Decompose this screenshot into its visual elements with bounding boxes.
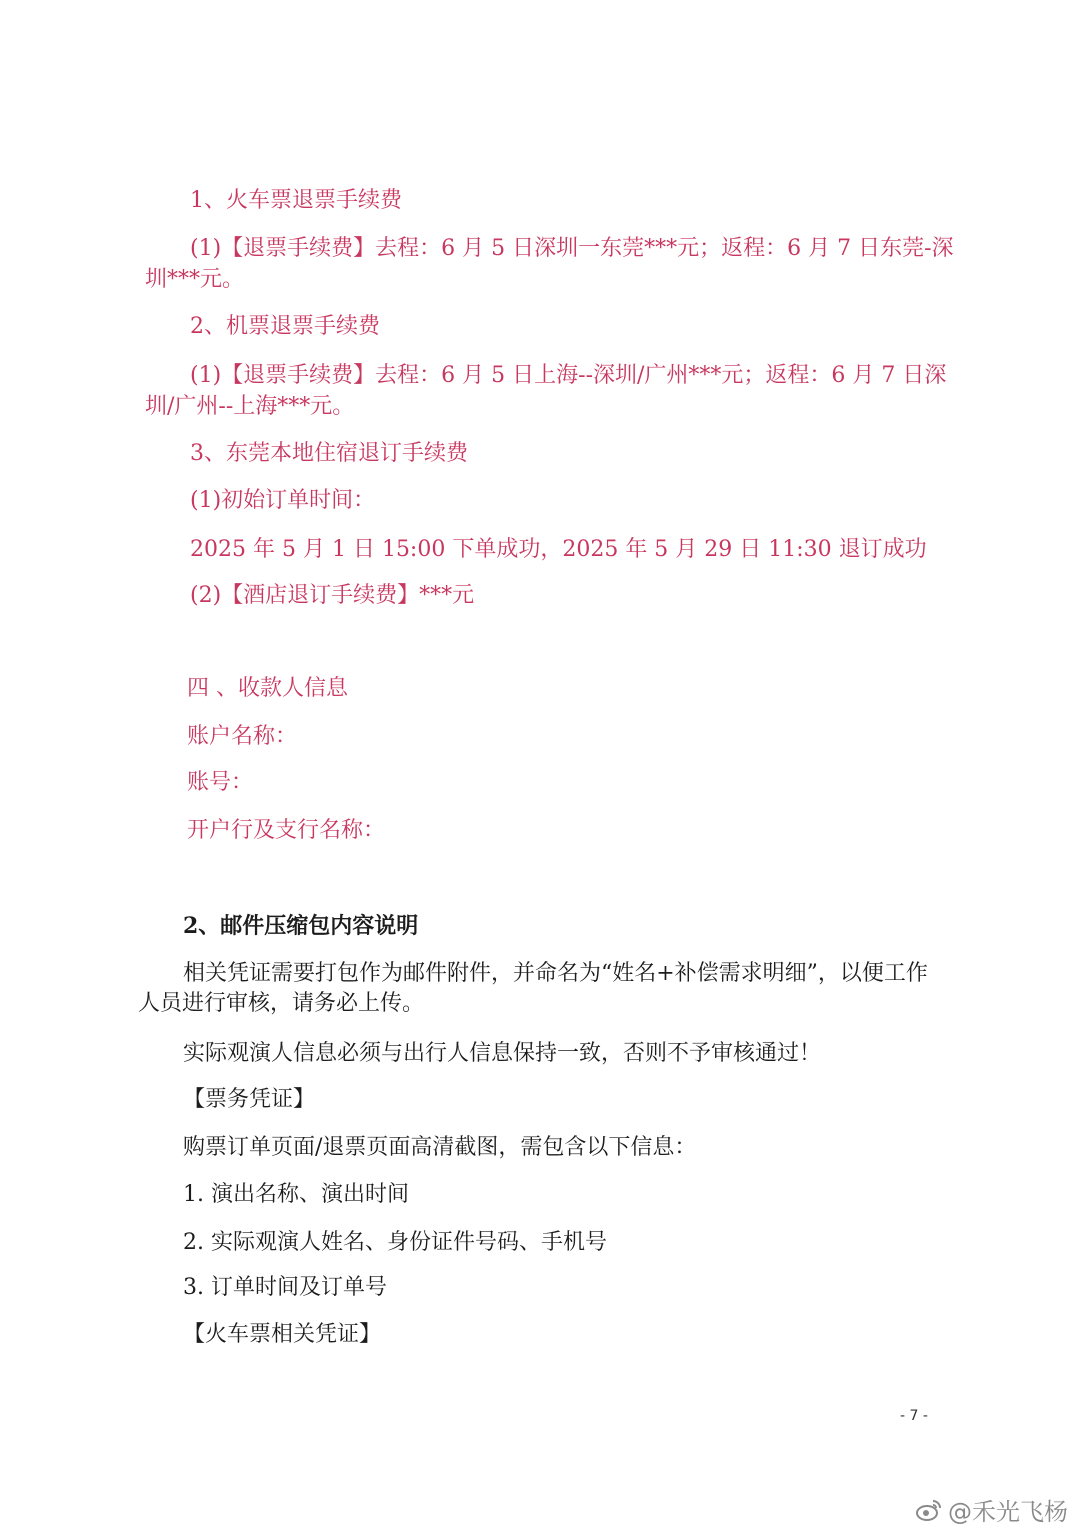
hotel-order-time-value: 2025 年 5 月 1 日 15:00 下单成功，2025 年 5 月 29 日 11:30 退订成功: [190, 537, 927, 562]
zip-section-heading: 2、邮件压缩包内容说明: [183, 913, 419, 939]
hotel-refund-fee: (2)【酒店退订手续费】***元: [190, 583, 475, 608]
page-number: - 7 -: [900, 1408, 928, 1424]
zip-para2: 实际观演人信息必须与出行人信息保持一致，否则不予审核通过！: [183, 1041, 822, 1066]
flight-refund-heading: 2、机票退票手续费: [190, 314, 380, 339]
watermark: [916, 1492, 1068, 1527]
weibo-icon: [916, 1499, 942, 1521]
ticket-voucher-item-1: 1. 演出名称、演出时间: [183, 1182, 409, 1207]
payee-heading: 四 、收款人信息: [187, 676, 348, 701]
ticket-voucher-item-3: 3. 订单时间及订单号: [183, 1275, 387, 1300]
train-refund-detail-line1: (1)【退票手续费】去程：6 月 5 日深圳一东莞***元；返程：6 月 7 日东莞-深: [190, 236, 954, 261]
hotel-order-time-label: (1)初始订单时间：: [190, 488, 376, 513]
zip-para1-line1: 相关凭证需要打包作为邮件附件，并命名为“姓名+补偿需求明细”，以便工作: [183, 961, 928, 986]
flight-refund-detail-line2: 圳/广州--上海***元。: [145, 394, 355, 419]
watermark-text: @禾光飞杨: [948, 1498, 1068, 1526]
train-voucher-heading: 【火车票相关凭证】: [183, 1322, 382, 1347]
flight-refund-detail-line1: (1)【退票手续费】去程：6 月 5 日上海--深圳/广州***元；返程：6 月 7 日深: [190, 363, 947, 388]
ticket-voucher-intro: 购票订单页面/退票页面高清截图，需包含以下信息：: [183, 1135, 697, 1160]
payee-account-number: 账号：: [187, 770, 254, 795]
payee-account-name: 账户名称：: [187, 724, 298, 749]
train-refund-heading: 1、火车票退票手续费: [190, 188, 402, 213]
ticket-voucher-item-2: 2. 实际观演人姓名、身份证件号码、手机号: [183, 1230, 607, 1255]
ticket-voucher-heading: 【票务凭证】: [183, 1087, 316, 1112]
zip-para1-line2: 人员进行审核，请务必上传。: [138, 991, 425, 1016]
payee-bank-branch: 开户行及支行名称：: [187, 818, 386, 843]
hotel-refund-heading: 3、东莞本地住宿退订手续费: [190, 441, 468, 466]
train-refund-detail-line2: 圳***元。: [145, 267, 245, 292]
